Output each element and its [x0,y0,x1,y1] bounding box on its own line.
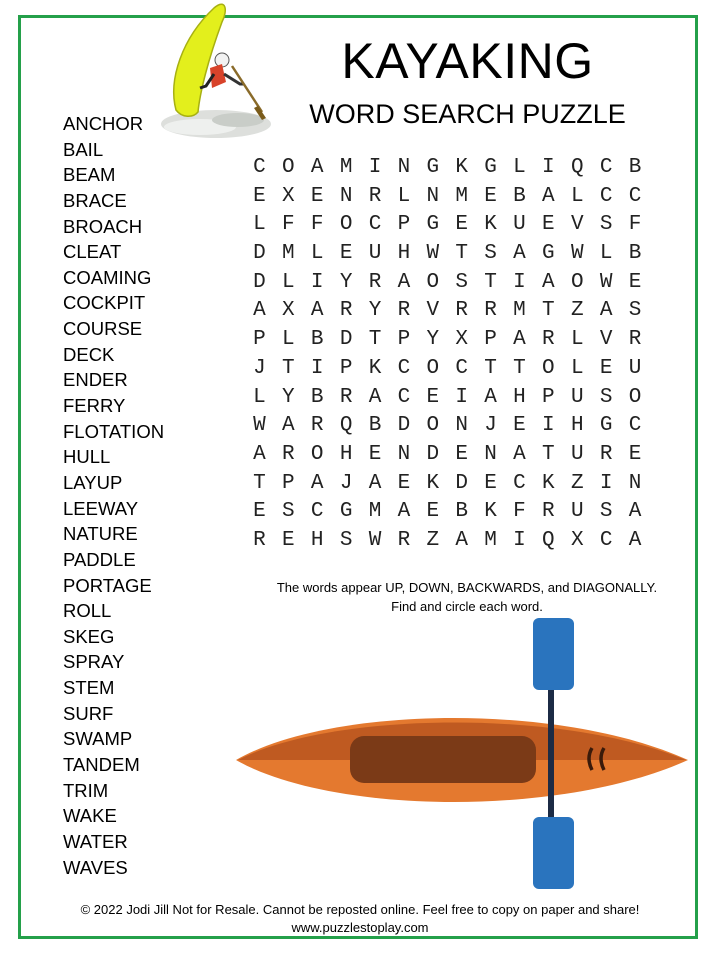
grid-letter[interactable]: D [426,442,440,466]
grid-letter[interactable]: C [455,356,468,380]
grid-letter[interactable]: I [310,356,324,380]
grid-letter[interactable]: E [426,500,440,524]
grid-letter[interactable]: S [599,385,613,409]
grid-letter[interactable]: O [426,270,440,294]
grid-letter[interactable]: S [599,500,613,524]
grid-letter[interactable]: X [282,299,295,323]
grid-letter[interactable]: N [397,156,411,179]
grid-letter[interactable]: E [426,385,440,409]
word-list-item: COURSE [63,318,143,340]
grid-letter[interactable]: T [455,242,468,266]
grid-letter[interactable]: N [426,184,440,208]
grid-letter[interactable]: P [397,213,411,237]
grid-letter[interactable]: B [628,156,642,179]
grid-letter[interactable]: R [397,299,411,323]
grid-letter[interactable]: E [628,442,642,466]
grid-letter[interactable]: G [426,213,440,237]
grid-row [245,527,649,556]
grid-letter[interactable]: N [339,184,353,208]
grid-letter[interactable]: A [513,442,526,466]
grid-letter[interactable]: A [455,528,468,552]
grid-letter[interactable]: N [628,471,642,495]
word-list-item: FLOTATION [63,420,165,442]
grid-letter[interactable]: X [455,328,468,352]
grid-letter[interactable]: G [484,156,497,179]
grid-letter[interactable]: V [599,328,613,352]
grid-letter[interactable]: I [513,270,526,294]
grid-letter[interactable]: W [426,242,440,266]
grid-letter[interactable]: L [397,184,411,208]
grid-letter[interactable]: R [368,270,382,294]
grid-letter[interactable]: C [310,500,324,524]
grid-letter[interactable]: B [368,414,382,438]
grid-letter[interactable]: A [368,385,382,409]
grid-letter[interactable]: L [282,328,295,352]
grid-letter[interactable]: C [397,385,411,409]
grid-letter[interactable]: F [628,213,642,237]
grid-letter[interactable]: S [628,299,642,323]
grid-row [245,470,649,499]
word-list-item: BRACE [63,189,127,211]
grid-letter[interactable]: U [570,385,584,409]
grid-letter[interactable]: N [455,414,468,438]
grid-letter[interactable]: T [542,442,555,466]
grid-letter[interactable]: R [253,528,266,552]
grid-letter[interactable]: K [484,213,497,237]
instructions-line-2: Find and circle each word. [391,599,543,614]
grid-letter[interactable]: O [570,270,584,294]
grid-letter[interactable]: L [253,385,266,409]
grid-letter[interactable]: R [455,299,468,323]
grid-letter[interactable]: T [542,299,555,323]
grid-row [245,441,649,470]
grid-row [245,297,649,326]
grid-letter[interactable]: B [310,385,324,409]
grid-letter[interactable]: E [310,184,324,208]
grid-letter[interactable]: T [513,356,526,380]
grid-row [245,498,649,527]
grid-letter[interactable]: B [513,184,526,208]
grid-letter[interactable]: Y [282,385,295,409]
grid-letter[interactable]: Y [368,299,382,323]
grid-letter[interactable]: N [397,442,411,466]
grid-letter[interactable]: D [253,270,266,294]
word-list-item: STEM [63,677,115,699]
grid-letter[interactable]: X [570,528,584,552]
grid-letter[interactable]: U [570,442,584,466]
grid-letter[interactable]: E [253,500,266,524]
grid-letter[interactable]: I [455,385,468,409]
word-list-item: WATER [63,830,128,852]
grid-letter[interactable]: R [599,442,613,466]
grid-letter[interactable]: E [282,528,295,552]
grid-letter[interactable]: H [339,442,353,466]
grid-letter[interactable]: L [310,242,324,266]
word-list-item: LEEWAY [63,497,139,519]
word-list-item: NATURE [63,523,138,545]
grid-letter[interactable]: O [426,356,440,380]
grid-letter[interactable]: Y [426,328,440,352]
grid-letter[interactable]: Z [426,528,440,552]
grid-letter[interactable]: Q [542,528,555,552]
grid-letter[interactable]: L [570,184,584,208]
word-list-item: BROACH [63,215,143,237]
grid-letter[interactable]: A [253,442,266,466]
grid-letter[interactable]: C [599,184,613,208]
grid-letter[interactable]: F [513,500,526,524]
grid-letter[interactable]: R [339,299,353,323]
grid-letter[interactable]: O [282,156,295,179]
grid-letter[interactable]: C [599,156,613,179]
grid-row [245,154,649,183]
grid-letter[interactable]: E [599,356,613,380]
grid-letter[interactable]: D [339,328,353,352]
page-title: KAYAKING [341,33,594,89]
grid-letter[interactable]: Z [570,299,584,323]
grid-letter[interactable]: A [542,270,555,294]
grid-letter[interactable]: R [339,385,353,409]
grid-letter[interactable]: I [310,270,324,294]
grid-letter[interactable]: N [484,442,497,466]
grid-letter[interactable]: E [253,184,266,208]
grid-letter[interactable]: K [484,500,497,524]
grid-letter[interactable]: P [397,328,411,352]
copyright-text: © 2022 Jodi Jill Not for Resale. Cannot be reposted online. Feel free to copy on paper and share! [80,902,640,917]
grid-letter[interactable]: Y [339,270,353,294]
word-list-item: DECK [63,343,115,365]
grid-letter[interactable]: V [426,299,440,323]
grid-letter[interactable]: E [455,213,468,237]
grid-letter[interactable]: L [253,213,266,237]
grid-letter[interactable]: D [397,414,411,438]
grid-letter[interactable]: S [484,242,497,266]
footer [30,901,690,936]
grid-letter[interactable]: I [513,528,526,552]
grid-letter[interactable]: E [339,242,353,266]
grid-letter[interactable]: M [368,500,382,524]
grid-letter[interactable]: M [484,528,497,552]
grid-letter[interactable]: M [339,156,353,179]
grid-letter[interactable]: C [397,356,411,380]
grid-letter[interactable]: A [310,299,324,323]
grid-letter[interactable]: R [628,328,642,352]
word-list-item: ROLL [63,600,112,622]
grid-letter[interactable]: A [397,500,411,524]
grid-letter[interactable]: O [310,442,324,466]
grid-letter[interactable]: P [484,328,497,352]
grid-letter[interactable]: D [455,471,468,495]
grid-letter[interactable]: J [253,356,266,380]
grid-letter[interactable]: V [570,213,584,237]
grid-letter[interactable]: G [339,500,353,524]
grid-letter[interactable]: I [542,156,555,179]
grid-letter[interactable]: P [253,328,266,352]
grid-letter[interactable]: R [397,528,411,552]
grid-letter[interactable]: I [368,156,382,179]
word-list-item: PADDLE [63,548,136,570]
grid-letter[interactable]: O [426,414,440,438]
grid-letter[interactable]: A [628,528,642,552]
grid-letter[interactable]: A [397,270,411,294]
word-list-item: SKEG [63,625,115,647]
grid-letter[interactable]: X [282,184,295,208]
word-list-item: ANCHOR [63,113,144,134]
grid-letter[interactable]: L [513,156,526,179]
grid-letter[interactable]: W [599,270,613,294]
grid-letter[interactable]: W [368,528,382,552]
grid-row [245,412,649,441]
grid-letter[interactable]: W [253,414,266,438]
letter-grid [245,154,649,556]
grid-letter[interactable]: E [368,442,382,466]
grid-letter[interactable]: T [253,471,266,495]
instructions [260,578,674,616]
grid-letter[interactable]: J [484,414,497,438]
grid-letter[interactable]: A [599,299,613,323]
grid-letter[interactable]: B [628,242,642,266]
website-url: www.puzzlestoplay.com [291,919,429,935]
grid-letter[interactable]: R [484,299,497,323]
grid-letter[interactable]: I [599,471,613,495]
grid-letter[interactable]: G [426,156,440,179]
word-list-item: WAVES [63,856,128,878]
grid-letter[interactable]: A [310,471,324,495]
grid-letter[interactable]: C [368,213,382,237]
grid-letter[interactable]: U [570,500,584,524]
grid-letter[interactable]: E [513,414,526,438]
grid-letter[interactable]: L [282,270,295,294]
grid-letter[interactable]: H [570,414,584,438]
grid-letter[interactable]: T [484,270,497,294]
grid-letter[interactable]: I [542,414,555,438]
grid-row [245,240,649,269]
grid-letter[interactable]: T [282,356,295,380]
instructions-line-1: The words appear UP, DOWN, BACKWARDS, and DIAGONALLY. [276,580,658,595]
grid-letter[interactable]: E [484,184,497,208]
grid-letter[interactable]: U [368,242,382,266]
grid-letter[interactable]: R [368,184,382,208]
word-list-item: SWAMP [63,728,133,750]
grid-letter[interactable]: F [282,213,295,237]
grid-letter[interactable]: E [397,471,411,495]
word-list-item: PORTAGE [63,574,152,596]
grid-letter[interactable]: E [455,442,468,466]
word-list-item: CLEAT [63,241,122,263]
grid-letter[interactable]: P [542,385,555,409]
grid-letter[interactable]: O [339,213,353,237]
grid-letter[interactable]: W [570,242,584,266]
grid-letter[interactable]: M [513,299,526,323]
grid-letter[interactable]: L [570,356,584,380]
grid-letter[interactable]: F [310,213,324,237]
grid-row [245,355,649,384]
grid-letter[interactable]: K [542,471,555,495]
grid-letter[interactable]: O [542,356,555,380]
grid-letter[interactable]: K [426,471,440,495]
grid-letter[interactable]: K [368,356,382,380]
grid-letter[interactable]: S [455,270,468,294]
grid-letter[interactable]: C [628,414,642,438]
word-list-item: TRIM [63,779,109,801]
word-list-item: BAIL [63,138,104,160]
grid-letter[interactable]: J [339,471,353,495]
grid-letter[interactable]: G [599,414,613,438]
grid-letter[interactable]: R [282,442,295,466]
grid-letter[interactable]: S [339,528,353,552]
grid-letter[interactable]: R [310,414,324,438]
grid-row [245,183,649,212]
word-list-item: FERRY [63,395,126,417]
grid-letter[interactable]: D [253,242,266,266]
grid-letter[interactable]: G [542,242,555,266]
grid-letter[interactable]: Z [570,471,584,495]
grid-letter[interactable]: U [628,356,642,380]
grid-letter[interactable]: B [310,328,324,352]
grid-letter[interactable]: C [513,471,526,495]
grid-letter[interactable]: O [628,385,642,409]
grid-letter[interactable]: A [282,414,295,438]
grid-letter[interactable]: B [455,500,468,524]
grid-row [245,326,649,355]
grid-row [245,384,649,413]
word-list-item: LAYUP [63,471,123,493]
grid-letter[interactable]: T [484,356,497,380]
word-list-item: COCKPIT [63,292,146,314]
word-list-item: ENDER [63,369,128,391]
grid-letter[interactable]: H [513,385,526,409]
word-list-item: BEAM [63,164,116,186]
word-list-item: HULL [63,446,111,468]
grid-letter[interactable]: C [628,184,642,208]
grid-letter[interactable]: A [368,471,382,495]
grid-letter[interactable]: T [368,328,382,352]
grid-letter[interactable]: S [599,213,613,237]
grid-letter[interactable]: A [253,299,266,323]
grid-letter[interactable]: A [484,385,497,409]
grid-letter[interactable]: R [542,328,555,352]
grid-letter[interactable]: H [310,528,324,552]
word-list-item: TANDEM [63,754,140,776]
grid-row [245,269,649,298]
word-list-item: COAMING [63,266,152,288]
grid-letter[interactable]: E [628,270,642,294]
page-subtitle: WORD SEARCH PUZZLE [309,99,626,129]
grid-letter[interactable]: M [282,242,295,266]
grid-letter[interactable]: A [513,242,526,266]
grid-letter[interactable]: C [599,528,613,552]
grid-letter[interactable]: L [599,242,613,266]
grid-letter[interactable]: Q [339,414,353,438]
word-list-item: SPRAY [63,651,125,673]
grid-letter[interactable]: U [513,213,526,237]
grid-letter[interactable]: Q [570,156,584,179]
grid-letter[interactable]: R [542,500,555,524]
grid-letter[interactable]: A [310,156,324,179]
word-list-item: SURF [63,702,114,724]
grid-letter[interactable]: E [542,213,555,237]
word-list-item: WAKE [63,805,117,827]
grid-letter[interactable]: P [282,471,295,495]
grid-letter[interactable]: A [513,328,526,352]
word-list [63,111,164,880]
grid-letter[interactable]: A [628,500,642,524]
grid-letter[interactable]: A [542,184,555,208]
grid-letter[interactable]: S [282,500,295,524]
grid-letter[interactable]: L [570,328,584,352]
grid-row [245,211,649,240]
grid-letter[interactable]: K [455,156,468,179]
grid-letter[interactable]: H [397,242,411,266]
grid-letter[interactable]: E [484,471,497,495]
grid-letter[interactable]: P [339,356,353,380]
grid-letter[interactable]: C [253,156,266,179]
grid-letter[interactable]: M [455,184,468,208]
